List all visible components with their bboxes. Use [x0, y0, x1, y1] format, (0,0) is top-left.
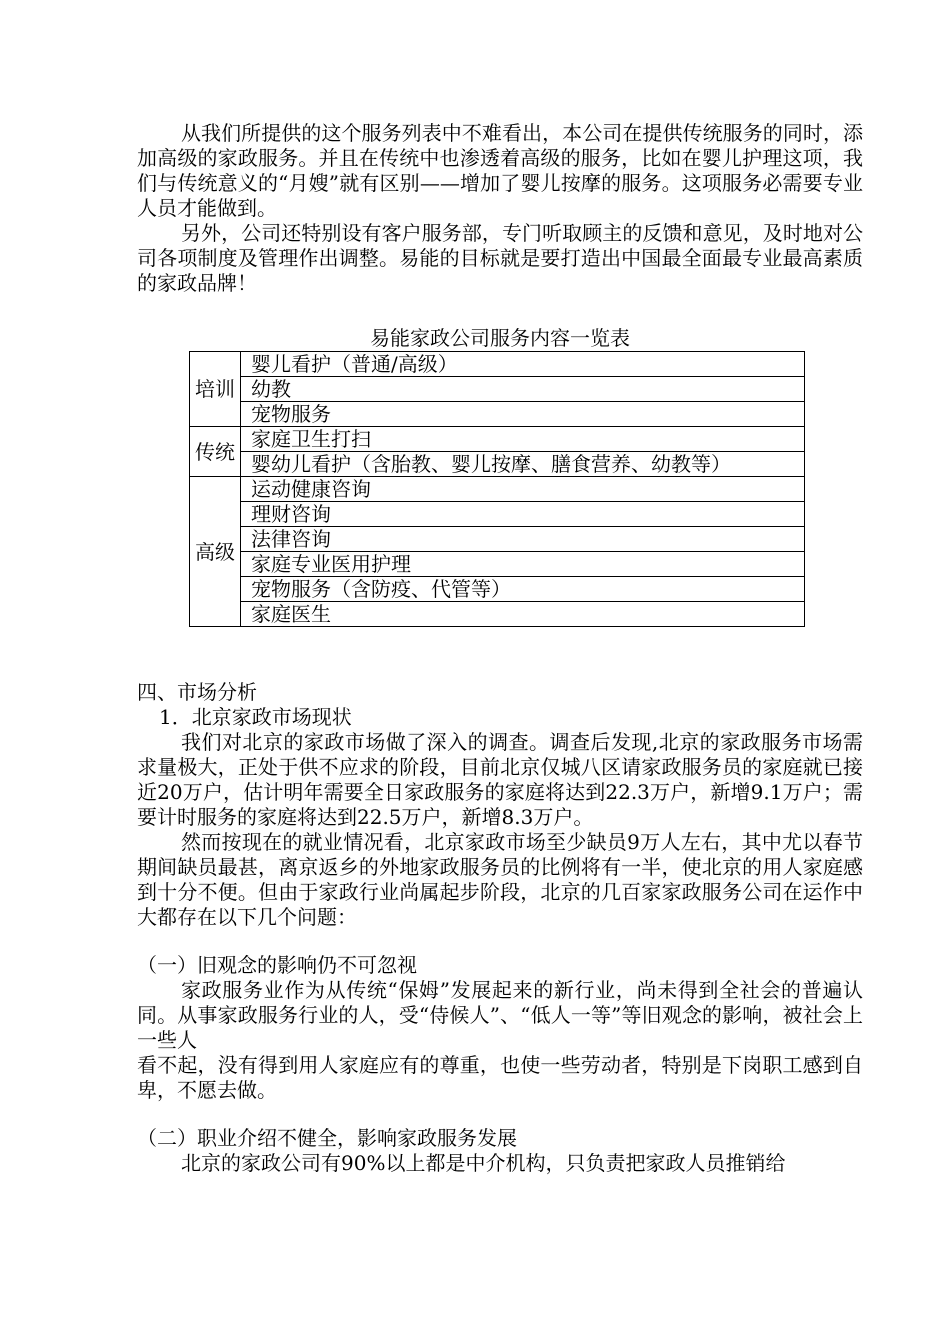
service-item-cell: 家庭专业医用护理 [241, 552, 805, 577]
category-cell: 培训 [190, 352, 241, 427]
service-item-cell: 法律咨询 [241, 527, 805, 552]
service-item-cell: 家庭卫生打扫 [241, 427, 805, 452]
category-cell: 传统 [190, 427, 241, 477]
service-table [189, 351, 805, 627]
intro-paragraph-1: 从我们所提供的这个服务列表中不难看出，本公司在提供传统服务的同时，添加高级的家政服务。并且在传统中也渗透着高级的服务，比如在婴儿护理这项，我们与传统意义的“月嫂”就有区别——增加了婴儿按摩的服务。这项服务必需要专业人员才能做到。 [137, 121, 863, 220]
market-paragraph-1: 我们对北京的家政市场做了深入的调查。调查后发现,北京的家政服务市场需求量极大，正处于供不应求的阶段，目前北京仅城八区请家政服务员的家庭就已接近20万户，估计明年需要全日家政服务的家庭将达到22.3万户，新增9.1万户；需要计时服务的家庭将达到22.5万户，新增8.3万户。 [137, 730, 863, 829]
service-item-cell: 运动健康咨询 [241, 477, 805, 502]
document-page [137, 121, 863, 1176]
service-item-cell: 婴儿看护（普通/高级） [241, 352, 805, 377]
service-item-cell: 理财咨询 [241, 502, 805, 527]
table-row [190, 452, 805, 477]
table-caption: 易能家政公司服务内容一览表 [370, 326, 630, 350]
issue-1-paragraph-b: 看不起，没有得到用人家庭应有的尊重，也使一些劳动者，特别是下岗职工感到自卑，不愿去做。 [137, 1053, 863, 1102]
table-row [190, 402, 805, 427]
table-row [190, 377, 805, 402]
table-row [190, 577, 805, 602]
table-row [190, 552, 805, 577]
intro-paragraph-2: 另外，公司还特别设有客户服务部，专门听取顾主的反馈和意见，及时地对公司各项制度及管理作出调整。易能的目标就是要打造出中国最全面最专业最高素质的家政品牌！ [137, 221, 863, 295]
service-item-cell: 宠物服务 [241, 402, 805, 427]
table-row [190, 527, 805, 552]
service-item-cell: 幼教 [241, 377, 805, 402]
subsection-heading: 1．北京家政市场现状 [159, 705, 352, 729]
issue-2-title: （二）职业介绍不健全，影响家政服务发展 [137, 1126, 517, 1150]
table-row [190, 427, 805, 452]
issue-1-paragraph-a: 家政服务业作为从传统“保姆”发展起来的新行业，尚未得到全社会的普遍认同。从事家政服务行业的人，受“侍候人”、“低人一等”等旧观念的影响，被社会上一些人 [137, 978, 863, 1052]
issue-1-title: （一）旧观念的影响仍不可忽视 [137, 953, 417, 977]
table-row [190, 602, 805, 627]
service-item-cell: 婴幼儿看护（含胎教、婴儿按摩、膳食营养、幼教等） [241, 452, 805, 477]
category-cell: 高级 [190, 477, 241, 627]
issue-2-paragraph: 北京的家政公司有90%以上都是中介机构，只负责把家政人员推销给 [181, 1151, 786, 1175]
service-item-cell: 家庭医生 [241, 602, 805, 627]
market-paragraph-2: 然而按现在的就业情况看，北京家政市场至少缺员9万人左右，其中尤以春节期间缺员最甚，离京返乡的外地家政服务员的比例将有一半，使北京的用人家庭感到十分不便。但由于家政行业尚属起步阶段，北京的几百家家政服务公司在运作中大都存在以下几个问题： [137, 830, 863, 929]
table-row [190, 502, 805, 527]
service-item-cell: 宠物服务（含防疫、代管等） [241, 577, 805, 602]
section-heading: 四、市场分析 [137, 680, 257, 704]
table-row [190, 477, 805, 502]
table-row [190, 352, 805, 377]
